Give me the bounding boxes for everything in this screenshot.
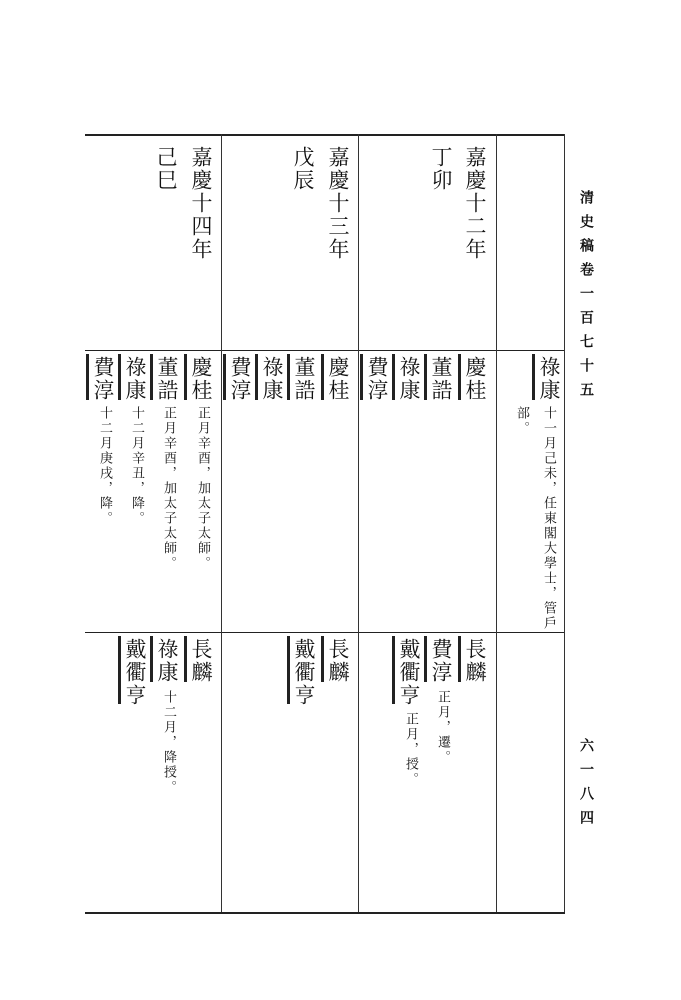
name-marker — [321, 354, 324, 400]
name-marker — [184, 354, 187, 400]
column-divider — [564, 134, 565, 912]
entry-note: 正月，授。 — [403, 712, 418, 787]
top-rule — [85, 134, 565, 136]
entry-note: 十二月，降授。 — [161, 690, 176, 795]
entry-name: 祿康 — [260, 356, 284, 402]
entry-name: 董誥 — [155, 356, 179, 402]
name-marker — [287, 354, 290, 400]
name-marker — [424, 636, 427, 682]
entry-name: 戴衢亨 — [292, 638, 316, 707]
entry-note: 十一月己未，任東閣大學士，管戶 — [541, 406, 556, 631]
name-marker — [392, 354, 395, 400]
name-marker — [118, 354, 121, 400]
name-marker — [424, 354, 427, 400]
entry-name: 董誥 — [429, 356, 453, 402]
entry-name: 費淳 — [429, 638, 453, 684]
name-marker — [392, 636, 395, 704]
year-era: 嘉慶十二年 — [463, 146, 487, 261]
lower-section-rule — [85, 632, 565, 633]
name-marker — [532, 354, 535, 400]
name-marker — [118, 636, 121, 704]
name-marker — [184, 636, 187, 682]
entry-name: 長麟 — [189, 638, 213, 684]
entry-name: 祿康 — [397, 356, 421, 402]
name-marker — [86, 354, 89, 400]
entry-name: 祿康 — [537, 356, 561, 402]
year-era: 嘉慶十四年 — [189, 146, 213, 261]
name-marker — [321, 636, 324, 682]
entry-name: 費淳 — [228, 356, 252, 402]
volume-title: 清史稿卷一百七十五 — [578, 190, 594, 406]
entry-name: 慶桂 — [326, 356, 350, 402]
entry-note: 正月辛酉，加太子太師。 — [195, 406, 210, 571]
entry-name: 長麟 — [326, 638, 350, 684]
column-divider — [358, 134, 359, 912]
entry-name: 祿康 — [155, 638, 179, 684]
name-marker — [458, 636, 461, 682]
column-divider — [221, 134, 222, 912]
entry-note: 十二月辛丑，降。 — [129, 406, 144, 526]
bottom-rule — [85, 912, 565, 914]
year-ganzhi: 丁卯 — [429, 146, 453, 192]
entry-name: 費淳 — [91, 356, 115, 402]
entry-note: 部。 — [514, 406, 529, 436]
year-ganzhi: 戊辰 — [291, 146, 315, 192]
year-era: 嘉慶十三年 — [326, 146, 350, 261]
entry-name: 祿康 — [123, 356, 147, 402]
column-divider — [496, 134, 497, 912]
entry-name: 費淳 — [365, 356, 389, 402]
entry-note: 正月，遷。 — [435, 690, 450, 765]
page-number: 六一八四 — [578, 738, 594, 834]
entry-note: 正月辛酉，加太子太師。 — [161, 406, 176, 571]
name-marker — [255, 354, 258, 400]
entry-name: 戴衢亨 — [397, 638, 421, 707]
entry-name: 董誥 — [292, 356, 316, 402]
entry-name: 長麟 — [463, 638, 487, 684]
entry-note: 十二月庚戌，降。 — [97, 406, 112, 526]
name-marker — [360, 354, 363, 400]
name-marker — [458, 354, 461, 400]
upper-section-rule — [85, 350, 565, 351]
entry-name: 慶桂 — [189, 356, 213, 402]
name-marker — [150, 354, 153, 400]
entry-name: 戴衢亨 — [123, 638, 147, 707]
name-marker — [287, 636, 290, 704]
year-ganzhi: 己巳 — [154, 146, 178, 192]
entry-name: 慶桂 — [463, 356, 487, 402]
name-marker — [223, 354, 226, 400]
name-marker — [150, 636, 153, 682]
